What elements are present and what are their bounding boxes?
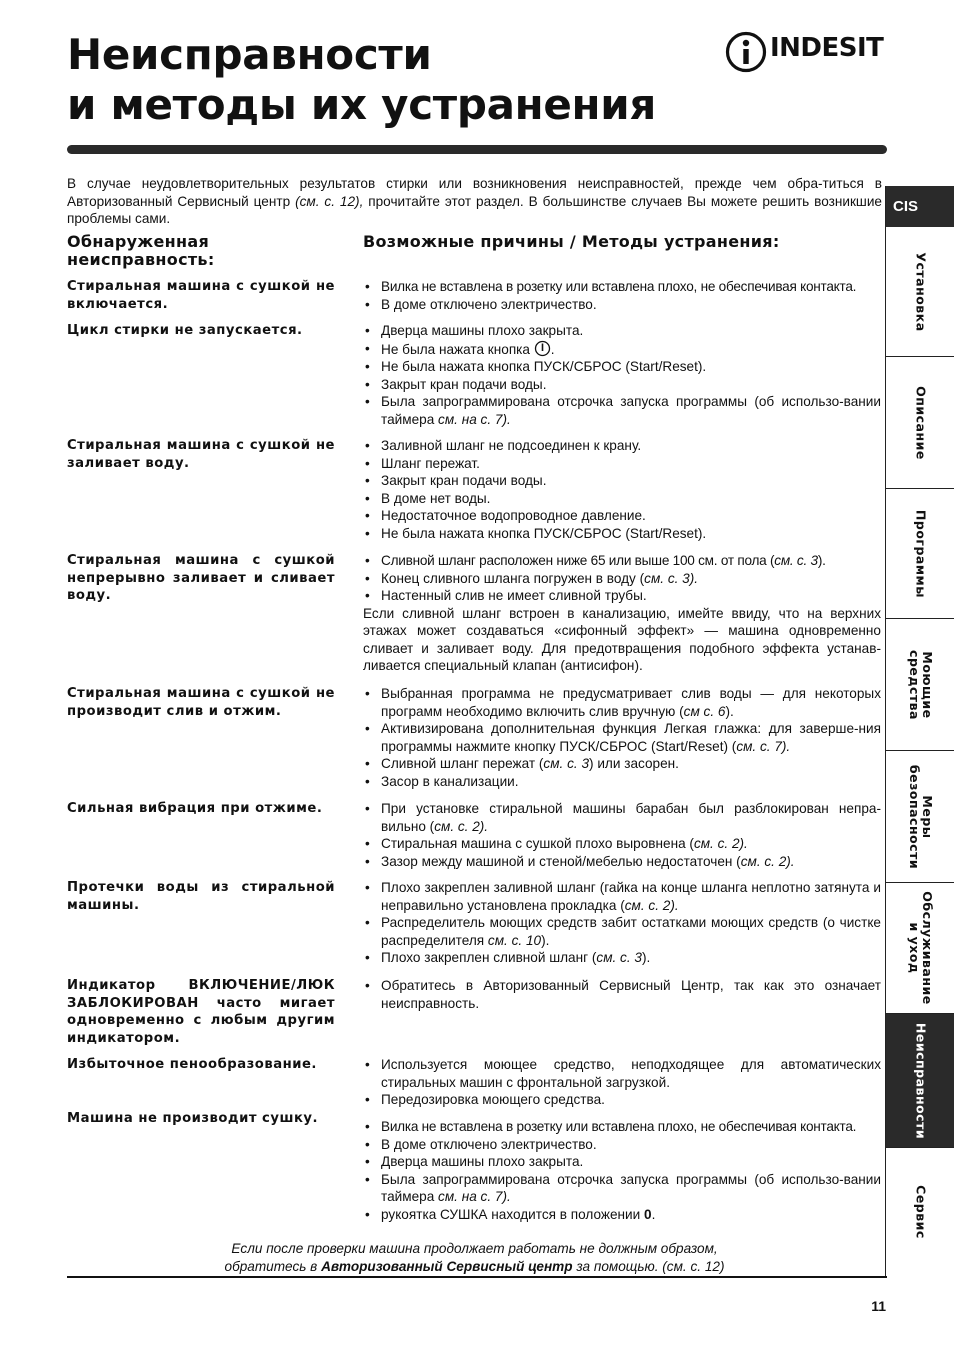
problem-text: Стиральная машина с сушкой не заливает воду. (67, 438, 335, 471)
page-number: 11 (871, 1298, 886, 1314)
list-item-text: Была запрограммирована отсрочка запуска программы (об использо-вании таймера (381, 1171, 881, 1204)
causes-column-header: Возможные причины / Методы устранения: (363, 232, 780, 251)
page-title-line-2: и методы их устранения (67, 80, 657, 129)
causes-list (363, 1056, 881, 1109)
note-text: Если сливной шланг встроен в канализацию, имейте ввиду, что на верхних этажах может создаваться «сифонный эффект» — машина одновременно сливает и заливает воду. Для предотвращения подобного эффекта устанав-ливается специальный клапан (антисифон). (363, 605, 881, 673)
problem-text: Избыточное пенообразование. (67, 1057, 317, 1072)
tab-maintenance[interactable] (886, 883, 954, 1014)
list-item-end: ) или засорен. (589, 756, 679, 771)
list-item (363, 755, 881, 773)
problem-column-header: Обнаруженная неисправность: (67, 232, 215, 269)
causes-list (363, 977, 881, 1012)
list-item: • Недостаточное водопроводное давление. (363, 507, 881, 525)
page-ref: см. на с. 7). (438, 1189, 511, 1204)
list-item-text: Зазор между машиной и стеной/мебелью недостаточен ( (381, 853, 741, 869)
tab-label-line: Обслуживание (919, 891, 935, 1005)
list-item (363, 685, 881, 720)
list-item (363, 835, 881, 853)
tab-label (908, 764, 934, 868)
tab-detergents[interactable] (886, 619, 954, 751)
list-item: • Не была нажата кнопка ПУСК/СБРОС (Start/Reset). (363, 358, 881, 376)
causes-list (363, 552, 881, 675)
list-item: • Закрыт кран подачи воды. (363, 376, 881, 394)
page-ref: см. с. 2). (740, 853, 795, 869)
page-ref: см. с. 3 (543, 756, 590, 771)
list-item: • В доме отключено электричество. (363, 1136, 881, 1154)
list-item-end: ). (541, 932, 550, 948)
list-item: • Не была нажата кнопка . (363, 340, 881, 359)
list-item-text: Выбранная программа не предусматривает слив воды — для некоторых программ необходимо включить слив вручную ( (381, 686, 881, 719)
causes-list (363, 685, 881, 790)
tab-programs[interactable] (886, 489, 954, 619)
list-item-text: Плохо закреплен заливной шланг (гайка на конце шланга неплотно затянута и неправильно установлена прокладка ( (381, 880, 881, 913)
list-item: • Дверца машины плохо закрыта. (363, 322, 881, 340)
page-ref: см. с. 2). (624, 897, 679, 913)
causes-list (363, 800, 881, 870)
page-title (67, 30, 656, 130)
tab-label: Установка (913, 251, 928, 332)
list-item-text: Плохо закреплен сливной шланг ( (381, 950, 597, 965)
intro-text-2: прочитайте этот раздел. В большинстве случаев Вы можете решить возникшие проблемы сами. (67, 193, 882, 226)
page-ref: см. с. 2). (434, 818, 489, 834)
page-ref: см. с. 3). (644, 570, 699, 586)
list-item: • Используется моющее средство, неподходящее для автоматических стиральных машин с фронтальной загрузкой. (363, 1056, 881, 1091)
tab-label (908, 891, 934, 1004)
list-item: • Не была нажата кнопка ПУСК/СБРОС (Start/Reset). (363, 525, 881, 543)
page-ref: см. с. 2). (693, 836, 748, 851)
footer-line-1: Если после проверки машина продолжает работать не должным образом, (231, 1241, 718, 1256)
causes-list (363, 322, 881, 428)
causes-list (363, 1118, 881, 1223)
tab-label: Сервис (913, 1185, 928, 1239)
causes-list (363, 437, 881, 542)
footer-line-2a: обратитесь в (224, 1258, 318, 1274)
list-item: • Засор в канализации. (363, 773, 881, 791)
tab-description[interactable] (886, 357, 954, 489)
list-item-end: . (651, 1206, 656, 1222)
list-item (363, 393, 881, 428)
list-item (363, 1206, 881, 1224)
list-item (363, 853, 881, 871)
list-item: • Вилка не вставлена в розетку или вставлена плохо, не обеспечивая контакта. (363, 1118, 881, 1136)
list-item (363, 570, 881, 588)
footer-service-center: Авторизованный Сервисный центр (321, 1258, 573, 1274)
tab-safety[interactable] (886, 751, 954, 883)
tab-troubleshooting[interactable] (886, 1014, 954, 1148)
page-ref: см. на с. 7). (438, 411, 511, 427)
page-title-line-1: Неисправности (67, 30, 432, 79)
list-item: • В доме отключено электричество. (363, 296, 881, 314)
tab-label-line: Меры (919, 794, 935, 839)
list-item-text: Сливной шланг пережат ( (381, 756, 544, 771)
footer-note (67, 1240, 882, 1275)
header-rule (67, 145, 887, 154)
list-item-text: рукоятка СУШКА находится в положении (381, 1206, 641, 1222)
tab-label: Программы (913, 509, 928, 598)
list-item: • Шланг пережат. (363, 455, 881, 473)
list-item: • Закрыт кран подачи воды. (363, 472, 881, 490)
problem-text: Протечки воды из стиральной машины. (67, 880, 335, 913)
page-ref: см. с. 3 (596, 950, 642, 965)
list-item: • Обратитесь в Авторизованный Сервисный Центр, так как это означает неисправность. (363, 977, 881, 1012)
problem-text: Машина не производит сушку. (67, 1111, 319, 1126)
list-item (363, 720, 881, 755)
list-item (363, 800, 881, 835)
tab-label: Неисправности (913, 1022, 928, 1139)
list-item (363, 552, 881, 570)
list-item-text: При установке стиральной машины барабан был разблокирован непра-вильно ( (381, 801, 881, 834)
problem-text: Стиральная машина с сушкой непрерывно заливает и сливает воду. (67, 553, 335, 603)
list-item-text: Не была нажата кнопка (381, 341, 530, 357)
region-badge: CIS (886, 186, 954, 227)
problem-text: Цикл стирки не запускается. (67, 323, 303, 338)
tab-label-line: средства (906, 649, 922, 720)
causes-list (363, 278, 881, 313)
page-ref: см. с. 10 (487, 932, 542, 948)
intro-ref: (см. с. 12), (295, 193, 364, 209)
problem-text: Стиральная машина с сушкой не включается. (67, 279, 335, 312)
tab-installation[interactable] (886, 227, 954, 357)
page-ref: см. с. 7). (736, 738, 791, 754)
brand-name: INDESIT (770, 33, 884, 63)
intro-text-1: В случае неудовлетворительных результатов стирки или возникновения неисправностей, прежде чем обра-титься в Авторизованный Сервисный центр (67, 176, 882, 209)
causes-list (363, 879, 881, 967)
dry-knob-position: 0 (644, 1206, 652, 1222)
footer-rule (67, 1276, 887, 1278)
list-item-text: Конец сливного шланга погружен в воду ( (381, 570, 645, 586)
list-item-text: Сливной шланг расположен ниже 65 или выше 100 см. от пола ( (381, 553, 775, 568)
intro-paragraph (67, 175, 882, 228)
list-item: • Настенный слив не имеет сливной трубы. (363, 587, 881, 605)
indesit-logo-icon (724, 30, 768, 74)
list-item (363, 879, 881, 914)
tab-service[interactable] (886, 1148, 954, 1276)
list-item-text: Была запрограммирована отсрочка запуска программы (об использо-вании таймера (381, 394, 881, 427)
section-sidebar (885, 186, 954, 1276)
list-item: • Вилка не вставлена в розетку или вставлена плохо, не обеспечивая контакта. (363, 278, 881, 296)
list-item-text: Распределитель моющих средств забит остатками моющих средств (о чистке распределителя (381, 915, 881, 948)
list-item-end: ). (725, 703, 734, 719)
list-item: • Передозировка моющего средства. (363, 1091, 881, 1109)
list-item: • Дверца машины плохо закрыта. (363, 1153, 881, 1171)
list-item: • Заливной шланг не подсоединен к крану. (363, 437, 881, 455)
list-item-text: Стиральная машина с сушкой плохо выровнена ( (381, 836, 694, 851)
problem-text: Сильная вибрация при отжиме. (67, 801, 323, 816)
power-button-icon (534, 340, 551, 357)
list-item-text: Активизирована дополнительная функция Легкая глажка: для заверше-ния программы нажмите кнопку ПУСК/СБРОС (Start/Reset) ( (381, 721, 881, 754)
tab-label-line: и уход (906, 922, 922, 974)
list-item (363, 1171, 881, 1206)
list-item: • В доме нет воды. (363, 490, 881, 508)
indesit-logo (724, 28, 894, 78)
page-ref: см с. 6 (683, 703, 726, 719)
problem-text: Стиральная машина с сушкой не производит слив и отжим. (67, 686, 335, 719)
list-item (363, 949, 881, 967)
list-item (363, 914, 881, 949)
page-ref: см. с. 3 (774, 553, 818, 568)
list-item-end: ). (641, 950, 651, 965)
tab-label (908, 650, 934, 720)
tab-label-line: Моющие (919, 650, 935, 719)
tab-label-line: безопасности (906, 764, 922, 869)
tab-label: Описание (913, 385, 928, 460)
list-item-end: ). (817, 553, 826, 568)
problem-text: Индикатор ВКЛЮЧЕНИЕ/ЛЮК ЗАБЛОКИРОВАН часто мигает одновременно с любым другим индикатором. (67, 978, 335, 1046)
footer-line-2c: за помощью. (см. с. 12) (576, 1258, 725, 1274)
